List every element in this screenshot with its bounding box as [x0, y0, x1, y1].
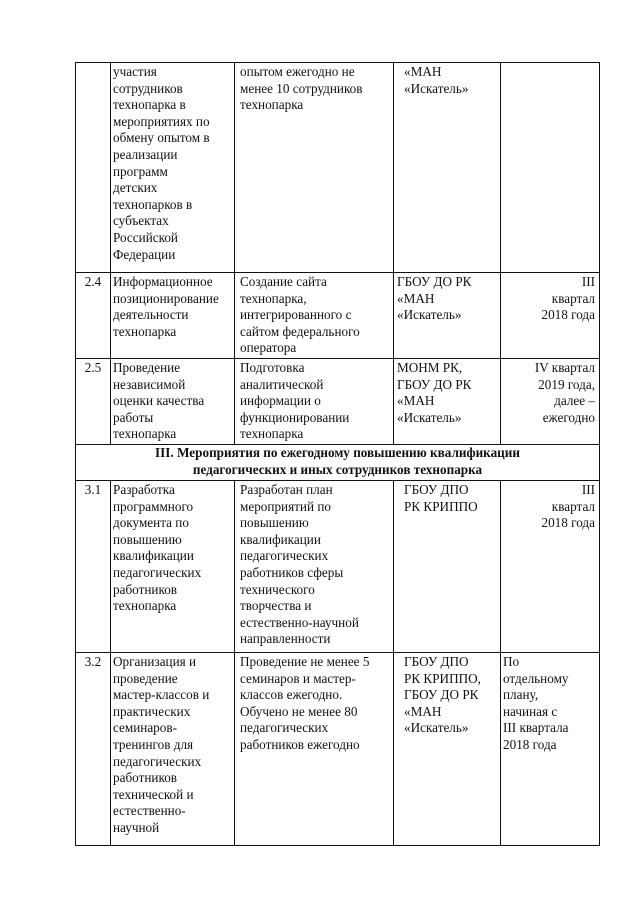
- term-cell: III квартал 2018 года: [501, 481, 600, 653]
- term-cell: [501, 63, 600, 273]
- activity-cell: Информационное позиционирование деятельности технопарка: [111, 273, 235, 359]
- section-heading: III. Мероприятия по ежегодному повышению квалификации педагогических и иных сотрудников технопарка: [76, 445, 600, 481]
- table-row: [76, 653, 600, 846]
- result-cell: опытом ежегодно не менее 10 сотрудников технопарка: [235, 63, 394, 273]
- term-cell: IV квартал 2019 года, далее – ежегодно: [501, 359, 600, 445]
- activity-cell: участия сотрудников технопарка в мероприятиях по обмену опытом в реализации программ детских технопарков в субъектах Российской Федерации: [111, 63, 235, 273]
- result-cell: Разработан план мероприятий по повышению квалификации педагогических работников сферы технического творчества и естественно-научной направленности: [235, 481, 394, 653]
- executor-cell: ГБОУ ДПО РК КРИППО: [394, 481, 501, 653]
- term-cell: По отдельному плану, начиная с III квартала 2018 года: [501, 653, 600, 846]
- executor-cell: МОНМ РК, ГБОУ ДО РК «МАН «Искатель»: [394, 359, 501, 445]
- section-row: [76, 445, 600, 481]
- row-number-cell: 2.4: [76, 273, 111, 359]
- result-cell: Подготовка аналитической информации о функционировании технопарка: [235, 359, 394, 445]
- activity-cell: Проведение независимой оценки качества работы технопарка: [111, 359, 235, 445]
- table-row: [76, 63, 600, 273]
- executor-cell: ГБОУ ДПО РК КРИППО, ГБОУ ДО РК «МАН «Искатель»: [394, 653, 501, 846]
- executor-cell: «МАН «Искатель»: [394, 63, 501, 273]
- plan-table: [75, 62, 600, 846]
- activity-cell: Организация и проведение мастер-классов и практических семинаров- тренингов для педагогических работников технической и естественно- научной: [111, 653, 235, 846]
- row-number-cell: [76, 63, 111, 273]
- row-number-cell: 3.2: [76, 653, 111, 846]
- term-cell: III квартал 2018 года: [501, 273, 600, 359]
- result-cell: Проведение не менее 5 семинаров и мастер- классов ежегодно. Обучено не менее 80 педагогических работников ежегодно: [235, 653, 394, 846]
- row-number-cell: 3.1: [76, 481, 111, 653]
- executor-cell: ГБОУ ДО РК «МАН «Искатель»: [394, 273, 501, 359]
- row-number-cell: 2.5: [76, 359, 111, 445]
- activity-cell: Разработка программного документа по повышению квалификации педагогических работников технопарка: [111, 481, 235, 653]
- table-row: [76, 481, 600, 653]
- table-row: [76, 359, 600, 445]
- table-row: [76, 273, 600, 359]
- result-cell: Создание сайта технопарка, интегрированного с сайтом федерального оператора: [235, 273, 394, 359]
